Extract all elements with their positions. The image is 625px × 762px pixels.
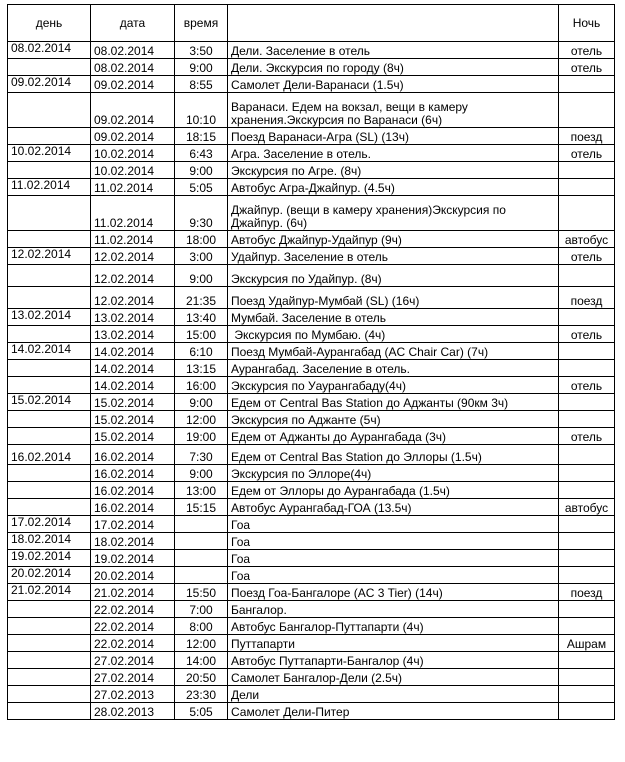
table-row [8,428,615,445]
table-row [8,618,615,635]
cell-night [559,93,615,128]
cell-day [8,377,91,394]
cell-time: 18:00 [175,231,228,248]
header-time: время [175,5,228,42]
cell-night: отель [559,59,615,76]
header-day: день [8,5,91,42]
cell-time: 13:00 [175,482,228,499]
cell-time: 6:43 [175,145,228,162]
cell-time [175,567,228,584]
cell-date: 28.02.2013 [91,703,175,720]
cell-time: 9:00 [175,265,228,287]
cell-night [559,309,615,326]
cell-desc: Поезд Мумбай-Аурангабад (AC Chair Car) (7ч) [228,343,559,360]
cell-night [559,360,615,377]
cell-day [8,635,91,652]
table-row [8,411,615,428]
cell-day [8,601,91,618]
table-row [8,516,615,533]
table-row [8,287,615,309]
cell-time: 5:05 [175,703,228,720]
cell-desc: Гоа [228,567,559,584]
cell-night [559,533,615,550]
cell-time: 5:05 [175,179,228,196]
cell-date: 10.02.2014 [91,162,175,179]
cell-time: 9:00 [175,162,228,179]
cell-desc: Мумбай. Заселение в отель [228,309,559,326]
cell-day [8,499,91,516]
cell-day: 15.02.2014 [8,394,91,411]
cell-desc: Дели. Экскурсия по городу (8ч) [228,59,559,76]
cell-night: отель [559,42,615,59]
cell-desc: Экскурсия по Уаурангабаду(4ч) [228,377,559,394]
cell-time: 3:50 [175,42,228,59]
cell-date: 15.02.2014 [91,411,175,428]
cell-night [559,343,615,360]
cell-date: 14.02.2014 [91,377,175,394]
cell-night: отель [559,145,615,162]
cell-day [8,196,91,231]
cell-night [559,686,615,703]
cell-date: 11.02.2014 [91,231,175,248]
cell-date: 11.02.2014 [91,196,175,231]
cell-night [559,567,615,584]
cell-day [8,465,91,482]
cell-day: 12.02.2014 [8,248,91,265]
cell-date: 10.02.2014 [91,145,175,162]
cell-time: 8:55 [175,76,228,93]
cell-day [8,360,91,377]
cell-desc: Путтапарти [228,635,559,652]
table-row [8,162,615,179]
cell-night [559,703,615,720]
table-row [8,584,615,601]
cell-night: отель [559,248,615,265]
table-row [8,59,615,76]
cell-time: 8:00 [175,618,228,635]
cell-desc: Автобус Джайпур-Удайпур (9ч) [228,231,559,248]
table-row [8,499,615,516]
cell-date: 22.02.2014 [91,601,175,618]
cell-date: 27.02.2013 [91,686,175,703]
cell-desc: Агра. Заселение в отель. [228,145,559,162]
itinerary-table [7,4,615,720]
cell-date: 11.02.2014 [91,179,175,196]
cell-time: 9:00 [175,465,228,482]
cell-night [559,618,615,635]
cell-time: 15:50 [175,584,228,601]
cell-night [559,669,615,686]
cell-desc: Едем от Central Bas Station до Эллоры (1.5ч) [228,445,559,465]
cell-night [559,465,615,482]
cell-day [8,326,91,343]
cell-night [559,482,615,499]
table-row [8,265,615,287]
cell-day: 16.02.2014 [8,445,91,465]
cell-time [175,516,228,533]
cell-desc: Самолет Дели-Варанаси (1.5ч) [228,76,559,93]
cell-desc: Поезд Гоа-Бангалоре (AC 3 Tier) (14ч) [228,584,559,601]
table-row [8,196,615,231]
cell-time: 10:10 [175,93,228,128]
cell-night [559,162,615,179]
cell-night: отель [559,428,615,445]
cell-date: 16.02.2014 [91,465,175,482]
cell-day [8,428,91,445]
cell-desc: Самолет Дели-Питер [228,703,559,720]
cell-night: отель [559,326,615,343]
table-row [8,482,615,499]
header-night: Ночь [559,5,615,42]
cell-time: 15:00 [175,326,228,343]
cell-desc: Экскурсия по Мумбаю. (4ч) [228,326,559,343]
cell-time: 21:35 [175,287,228,309]
cell-night [559,179,615,196]
table-row [8,601,615,618]
cell-time: 13:40 [175,309,228,326]
cell-desc: Автобус Агра-Джайпур. (4.5ч) [228,179,559,196]
cell-date: 13.02.2014 [91,326,175,343]
cell-time: 6:10 [175,343,228,360]
header-row [8,5,615,42]
table-row [8,309,615,326]
cell-desc: Дели [228,686,559,703]
table-row [8,377,615,394]
cell-time: 7:30 [175,445,228,465]
cell-night [559,445,615,465]
table-row [8,145,615,162]
cell-date: 22.02.2014 [91,635,175,652]
cell-desc: Бангалор. [228,601,559,618]
cell-date: 16.02.2014 [91,482,175,499]
cell-time: 12:00 [175,411,228,428]
cell-day [8,128,91,145]
cell-desc: Гоа [228,533,559,550]
cell-night: поезд [559,584,615,601]
cell-desc: Поезд Удайпур-Мумбай (SL) (16ч) [228,287,559,309]
cell-date: 08.02.2014 [91,59,175,76]
cell-night: автобус [559,231,615,248]
cell-date: 15.02.2014 [91,428,175,445]
cell-desc: Автобус Путтапарти-Бангалор (4ч) [228,652,559,669]
cell-day [8,162,91,179]
cell-time: 16:00 [175,377,228,394]
table-row [8,231,615,248]
table-row [8,669,615,686]
cell-desc: Едем от Эллоры до Аурангабада (1.5ч) [228,482,559,499]
cell-time: 23:30 [175,686,228,703]
cell-desc: Аурангабад. Заселение в отель. [228,360,559,377]
cell-desc: Экскурсия по Аджанте (5ч) [228,411,559,428]
cell-day [8,703,91,720]
cell-desc: Экскурсия по Агре. (8ч) [228,162,559,179]
cell-day: 10.02.2014 [8,145,91,162]
cell-day [8,59,91,76]
table-row [8,343,615,360]
cell-time: 9:00 [175,59,228,76]
table-row [8,465,615,482]
table-row [8,42,615,59]
cell-day: 19.02.2014 [8,550,91,567]
cell-date: 18.02.2014 [91,533,175,550]
cell-desc: Едем от Аджанты до Аурангабада (3ч) [228,428,559,445]
table-row [8,533,615,550]
cell-day [8,287,91,309]
cell-night: автобус [559,499,615,516]
cell-day [8,618,91,635]
cell-date: 16.02.2014 [91,445,175,465]
cell-desc: Гоа [228,550,559,567]
cell-date: 09.02.2014 [91,93,175,128]
table-row [8,686,615,703]
table-row [8,652,615,669]
table-row [8,76,615,93]
cell-time: 20:50 [175,669,228,686]
cell-night [559,76,615,93]
table-row [8,635,615,652]
cell-day: 17.02.2014 [8,516,91,533]
cell-day [8,652,91,669]
cell-time: 9:00 [175,394,228,411]
cell-night [559,652,615,669]
cell-day [8,482,91,499]
cell-desc: Дели. Заселение в отель [228,42,559,59]
cell-day [8,231,91,248]
cell-night [559,196,615,231]
cell-day [8,411,91,428]
cell-time: 18:15 [175,128,228,145]
cell-day: 14.02.2014 [8,343,91,360]
cell-night [559,411,615,428]
cell-date: 27.02.2014 [91,669,175,686]
cell-time: 7:00 [175,601,228,618]
cell-date: 08.02.2014 [91,42,175,59]
cell-date: 19.02.2014 [91,550,175,567]
cell-day [8,686,91,703]
cell-day: 21.02.2014 [8,584,91,601]
table-row [8,550,615,567]
cell-desc: Экскурсия по Эллоре(4ч) [228,465,559,482]
cell-night [559,601,615,618]
table-row [8,179,615,196]
cell-date: 12.02.2014 [91,287,175,309]
cell-time: 12:00 [175,635,228,652]
cell-date: 21.02.2014 [91,584,175,601]
cell-date: 14.02.2014 [91,360,175,377]
table-row [8,128,615,145]
cell-desc: Самолет Бангалор-Дели (2.5ч) [228,669,559,686]
cell-night [559,550,615,567]
cell-time: 9:30 [175,196,228,231]
table-row [8,360,615,377]
cell-time: 13:15 [175,360,228,377]
cell-date: 12.02.2014 [91,265,175,287]
table-row [8,326,615,343]
cell-desc: Экскурсия по Удайпур. (8ч) [228,265,559,287]
cell-desc: Поезд Варанаси-Агра (SL) (13ч) [228,128,559,145]
cell-date: 09.02.2014 [91,128,175,145]
cell-day: 09.02.2014 [8,76,91,93]
cell-date: 09.02.2014 [91,76,175,93]
cell-time: 19:00 [175,428,228,445]
cell-date: 14.02.2014 [91,343,175,360]
cell-desc: Варанаси. Едем на вокзал, вещи в камеру хранения.Экскурсия по Варанаси (6ч) [228,93,559,128]
cell-day: 13.02.2014 [8,309,91,326]
cell-time [175,550,228,567]
cell-desc: Автобус Аурангабад-ГОА (13.5ч) [228,499,559,516]
cell-night: Ашрам [559,635,615,652]
cell-night [559,516,615,533]
cell-day: 11.02.2014 [8,179,91,196]
cell-night: поезд [559,287,615,309]
cell-day [8,669,91,686]
cell-date: 13.02.2014 [91,309,175,326]
cell-day: 18.02.2014 [8,533,91,550]
cell-night [559,394,615,411]
cell-time: 14:00 [175,652,228,669]
cell-date: 15.02.2014 [91,394,175,411]
cell-date: 12.02.2014 [91,248,175,265]
cell-night: отель [559,377,615,394]
cell-date: 16.02.2014 [91,499,175,516]
cell-day: 08.02.2014 [8,42,91,59]
table-row [8,567,615,584]
table-row [8,445,615,465]
cell-time [175,533,228,550]
cell-day [8,93,91,128]
cell-night [559,265,615,287]
itinerary-body [8,42,615,720]
table-row [8,703,615,720]
cell-day: 20.02.2014 [8,567,91,584]
cell-date: 17.02.2014 [91,516,175,533]
header-date: дата [91,5,175,42]
table-row [8,248,615,265]
table-row [8,394,615,411]
cell-night: поезд [559,128,615,145]
cell-desc: Едем от Central Bas Station до Аджанты (90км 3ч) [228,394,559,411]
cell-date: 20.02.2014 [91,567,175,584]
cell-date: 22.02.2014 [91,618,175,635]
cell-time: 3:00 [175,248,228,265]
cell-desc: Гоа [228,516,559,533]
table-row [8,93,615,128]
header-description [228,5,559,42]
cell-desc: Джайпур. (вещи в камеру хранения)Экскурсия по Джайпур. (6ч) [228,196,559,231]
cell-day [8,265,91,287]
cell-desc: Автобус Бангалор-Путтапарти (4ч) [228,618,559,635]
cell-time: 15:15 [175,499,228,516]
cell-desc: Удайпур. Заселение в отель [228,248,559,265]
cell-date: 27.02.2014 [91,652,175,669]
